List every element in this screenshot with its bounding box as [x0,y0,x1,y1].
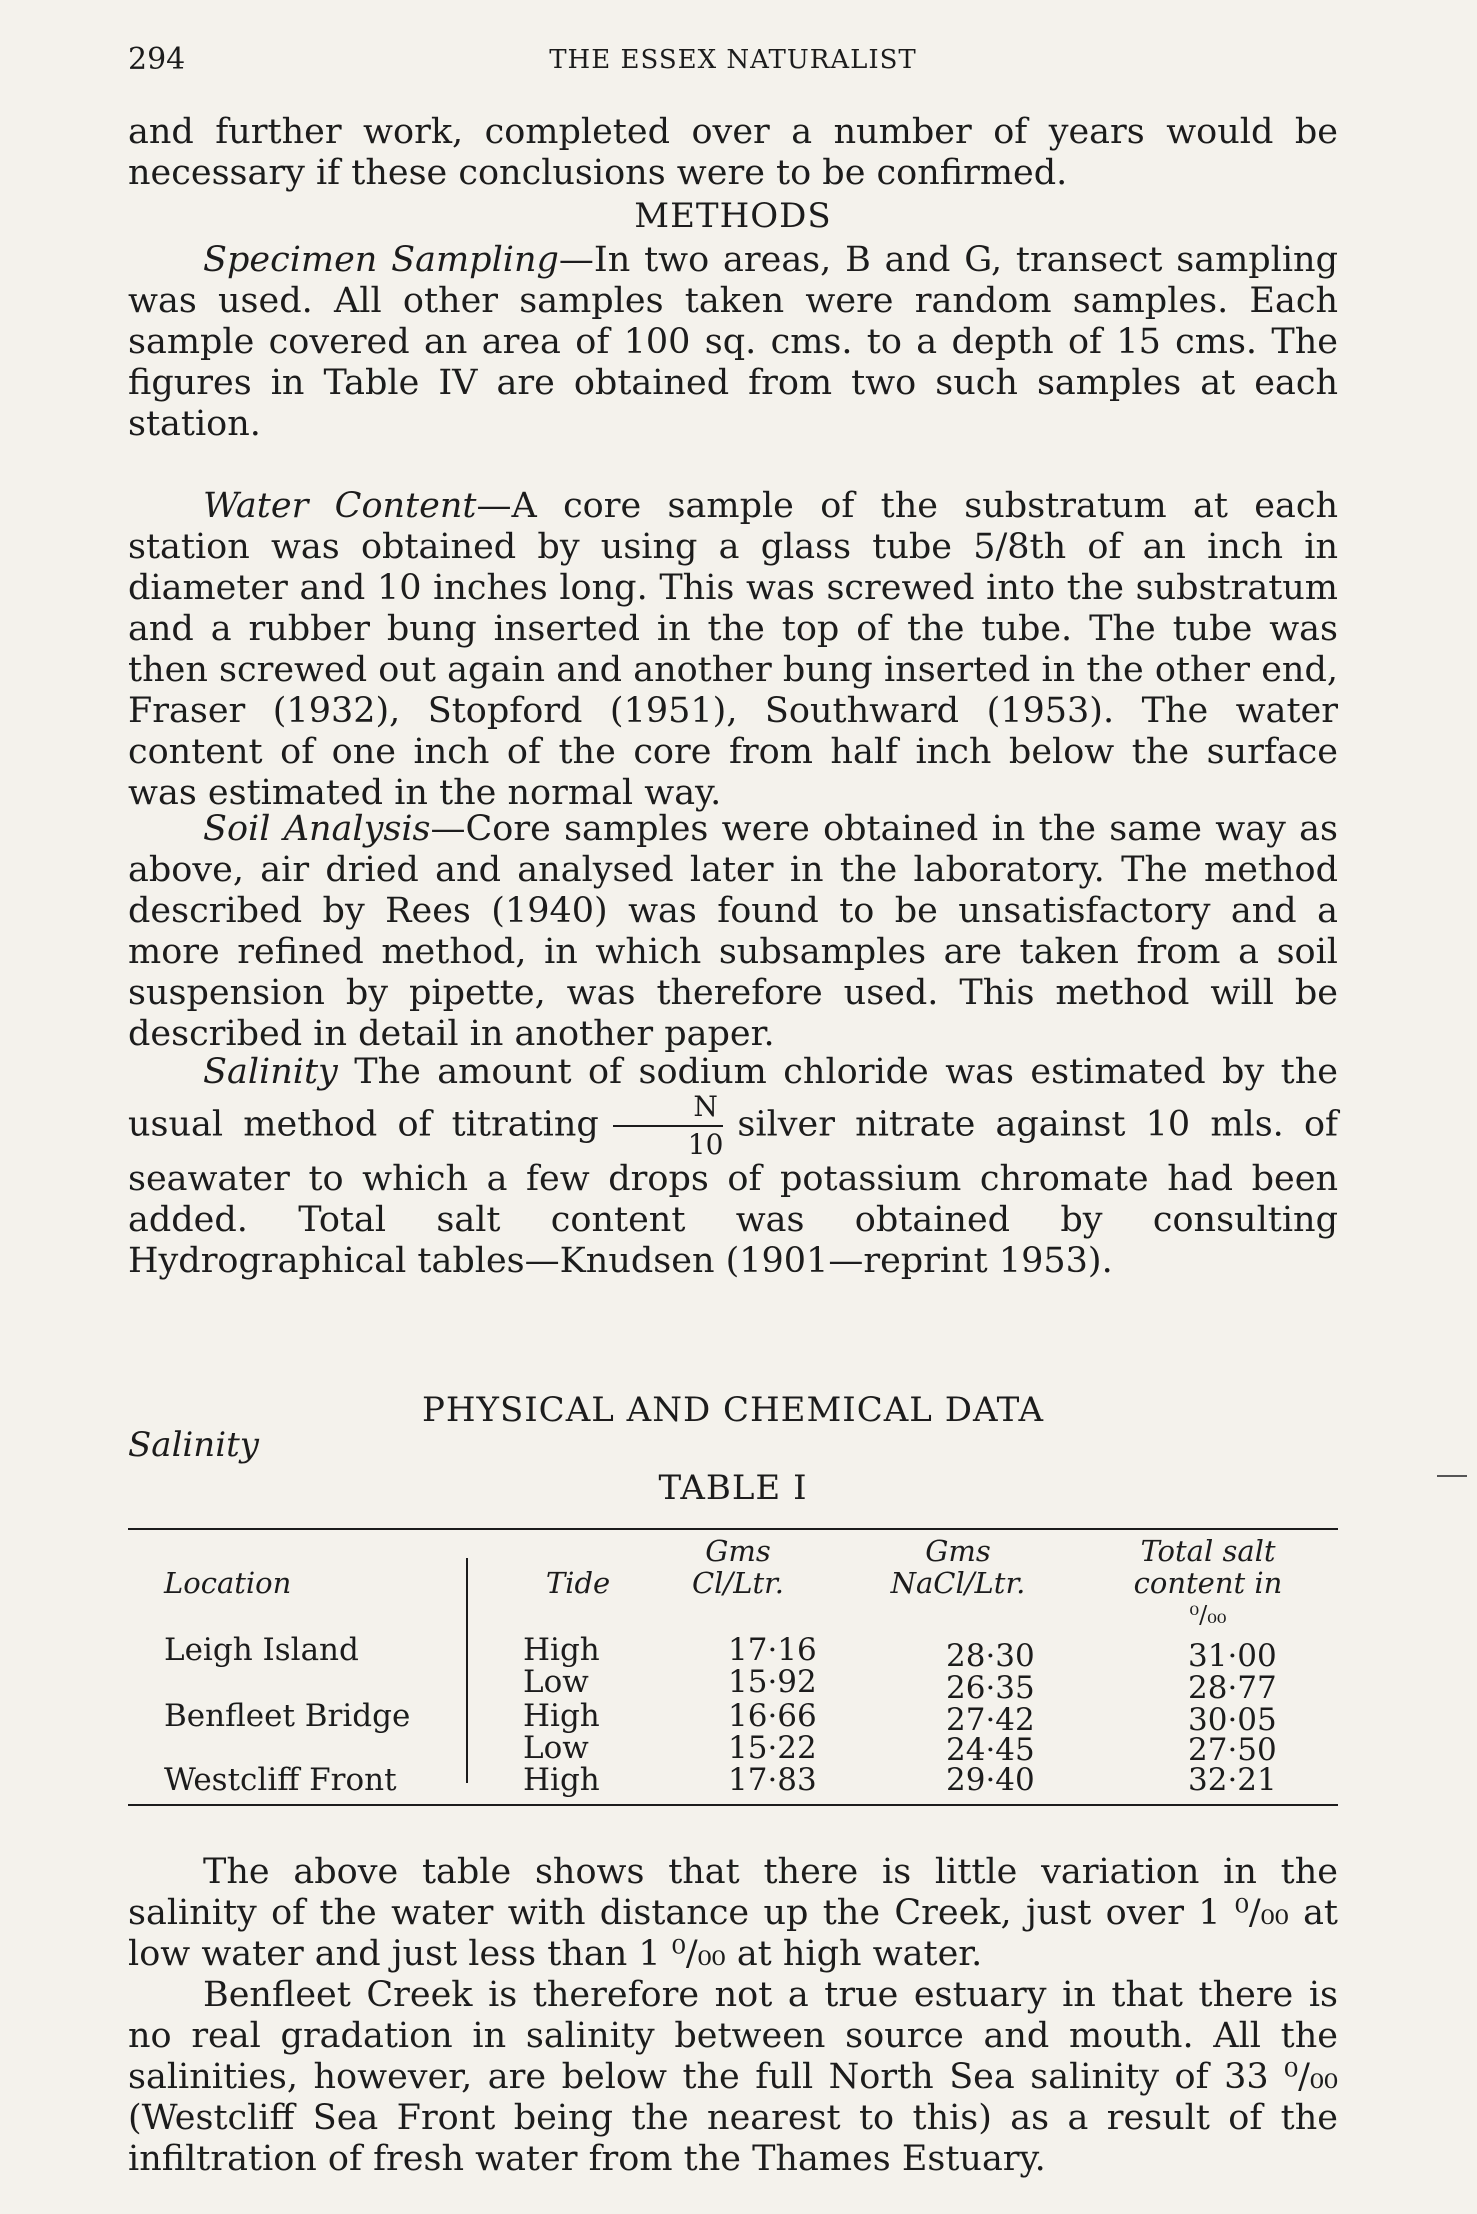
table-column-rule [466,1558,468,1783]
permille-unit-3: ⁰/₀₀ [1284,2057,1338,2097]
table-top-rule [128,1528,1338,1530]
page-number: 294 [128,42,186,77]
col-header-cl-units: Gms [705,1534,771,1568]
specimen-sampling-run-in: Specimen Sampling [203,240,559,280]
soil-analysis-text: —Core samples were obtained in the same way as above, air dried and analysed later in the laboratory. The method described by Rees (1940) was found to be unsatisfactory and a more refined method, in which subsamples are taken from a soil suspension by pipette, was therefore used. This method will be described in detail in another paper. [128,809,1338,1054]
salinity-run-in: Salinity [203,1052,338,1092]
col-header-nacl: NaCl/Ltr. [890,1566,1026,1600]
row-2-salt: 28·77 [1188,1670,1277,1706]
row-5-salt: 32·21 [1188,1762,1277,1798]
salinity-text-a: The amount of sodium chloride was estimated by the usual method of titrating [128,1052,1338,1145]
n-over-10-fraction [613,1090,724,1161]
row-1-salt: 31·00 [1188,1638,1277,1674]
specimen-sampling-text: —In two areas, B and G, transect sampling was used. All other samples taken were random samples. Each sample covered an area of 100 sq. cms. to a depth of 15 cms. The figures in Table IV are obtained from two such samples at each station. [128,240,1338,444]
water-content-run-in: Water Content [203,486,477,526]
specimen-sampling-paragraph [128,240,1338,445]
table-title: TABLE I [658,1468,808,1508]
running-head: THE ESSEX NATURALIST [549,45,917,75]
row-4-salt: 27·50 [1188,1732,1277,1768]
fraction-denominator: 10 [687,1128,724,1161]
row-4-cl: 15·22 [728,1730,817,1766]
page-header [128,42,1338,82]
row-1-location: Leigh Island [164,1632,359,1668]
conclusion-1-text-a: The above table shows that there is little variation in the salinity of the water with distance up the Creek, just over 1 [128,1852,1338,1933]
salinity-side-label: Salinity [128,1425,259,1465]
permille-unit-2: ⁰/₀₀ [671,1934,726,1974]
row-5-tide: High [523,1762,600,1798]
row-3-location: Benfleet Bridge [164,1698,411,1734]
row-2-tide: Low [523,1664,589,1700]
physical-chemical-heading: PHYSICAL AND CHEMICAL DATA [421,1390,1045,1430]
row-3-cl: 16·66 [728,1698,817,1734]
row-5-cl: 17·83 [728,1762,817,1798]
soil-analysis-paragraph [128,809,1338,1055]
row-5-location: Westcliff Front [164,1762,397,1798]
col-header-nacl-units: Gms [925,1534,991,1568]
fraction-numerator: N [613,1093,724,1127]
salinity-text-b: silver nitrate against 10 mls. of seawater to which a few drops of potassium chromate had been added. Total salt content was obtained by consulting Hydrographical tables—Knudsen (1901—reprint 1953). [128,1104,1338,1281]
row-1-nacl: 28·30 [946,1638,1035,1674]
row-2-cl: 15·92 [728,1664,817,1700]
conclusion-2-text-a: Benfleet Creek is therefore not a true estuary in that there is no real gradation in salinity between source and mouth. All the salinities, however, are below the full North Sea salinity of 33 [128,1975,1338,2097]
permille-unit-1: ⁰/₀₀ [1234,1893,1289,1933]
col-header-cl: Cl/Ltr. [691,1566,785,1600]
row-3-salt: 30·05 [1188,1702,1277,1738]
soil-analysis-run-in: Soil Analysis [203,809,431,849]
intro-paragraph: and further work, completed over a number of years would be necessary if these conclusions were to be confirmed. [128,112,1338,193]
row-2-nacl: 26·35 [946,1670,1035,1706]
col-header-tide: Tide [545,1566,611,1600]
table-bottom-rule [128,1804,1338,1806]
row-1-tide: High [523,1632,600,1668]
col-header-location: Location [164,1566,292,1600]
row-4-tide: Low [523,1730,589,1766]
conclusion-paragraph-2 [128,1975,1338,2180]
conclusion-1-text-b: at low water and just less than 1 [128,1893,1338,1974]
methods-heading: METHODS [634,196,832,236]
salinity-table [128,1528,1338,1810]
row-3-tide: High [523,1698,600,1734]
col-header-permille-unit: ⁰/₀₀ [1189,1601,1227,1629]
row-3-nacl: 27·42 [946,1702,1035,1738]
salinity-paragraph [128,1052,1338,1282]
water-content-text: —A core sample of the substratum at each station was obtained by using a glass tube 5/8th of an inch in diameter and 10 inches long. This was screwed into the substratum and a rubber bung inserted in the top of the tube. The tube was then screwed out again and another bung inserted in the other end, Fraser (1932), Stopford (1951), Southward (1953). The water content of one inch of the core from half inch below the surface was estimated in the normal way. [128,486,1338,813]
col-header-content-in: content in [1133,1566,1283,1600]
conclusion-1-text-c: at high water. [725,1934,983,1974]
row-5-nacl: 29·40 [946,1762,1035,1798]
margin-dash [1437,1475,1467,1477]
col-header-total-salt: Total salt [1140,1534,1276,1568]
row-4-nacl: 24·45 [946,1732,1035,1768]
conclusion-paragraph-1 [128,1852,1338,1975]
conclusion-2-text-b: (Westcliff Sea Front being the nearest to this) as a result of the infiltration of fresh water from the Thames Estuary. [128,2098,1338,2179]
water-content-paragraph [128,486,1338,814]
row-1-cl: 17·16 [728,1632,817,1668]
